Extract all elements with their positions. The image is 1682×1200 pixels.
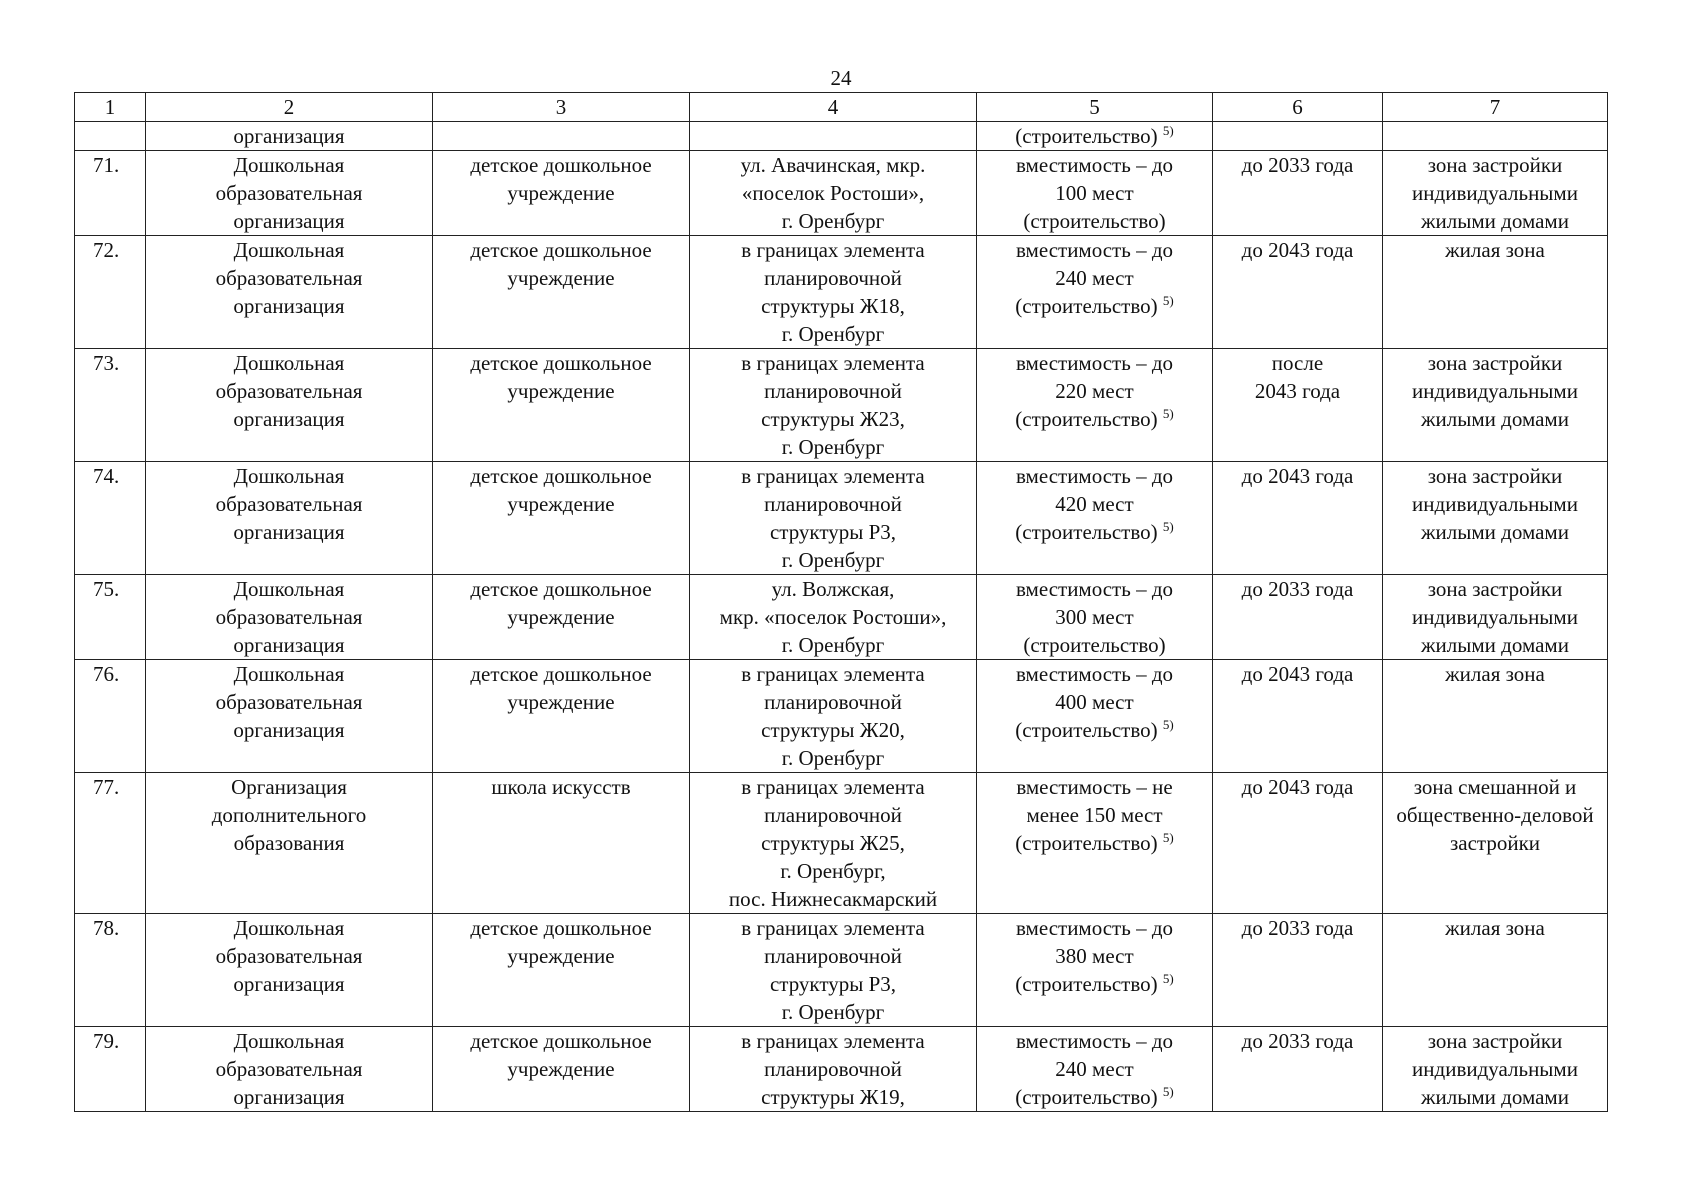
zone-cell — [1383, 462, 1608, 575]
location-line: в границах элемента — [741, 238, 925, 262]
facility-name-cell — [433, 122, 690, 151]
zone-line: жилыми домами — [1421, 1085, 1569, 1109]
location-line: структуры Р3, — [769, 972, 897, 996]
location-line: структуры Ж25, — [761, 831, 905, 855]
zone-line: индивидуальными — [1412, 1057, 1578, 1081]
facility-type-line: Дошкольная — [233, 153, 345, 177]
location-line: структуры Ж19, — [761, 1085, 905, 1109]
facility-type-cell — [146, 773, 433, 914]
facility-name-line: детское дошкольное — [470, 153, 652, 177]
capacity-cell — [977, 914, 1213, 1027]
capacity-cell — [977, 773, 1213, 914]
table-row — [75, 1027, 1608, 1112]
table-row — [75, 151, 1608, 236]
location-line: г. Оренбург — [781, 209, 885, 233]
table-row — [75, 575, 1608, 660]
facility-name-line: школа искусств — [491, 775, 631, 799]
zone-cell — [1383, 151, 1608, 236]
capacity-line: (строительство) $^{5)}$ — [1015, 830, 1174, 855]
facility-type-cell — [146, 1027, 433, 1112]
facility-name-cell — [433, 660, 690, 773]
capacity-line: (строительство) $^{5)}$ — [1015, 971, 1174, 996]
facility-type-line: организация — [233, 209, 345, 233]
capacity-line: 240 мест — [1055, 266, 1134, 290]
location-line: в границах элемента — [741, 464, 925, 488]
facility-name-line: детское дошкольное — [470, 238, 652, 262]
location-line: структуры Ж18, — [761, 294, 905, 318]
row-number: 76. — [75, 660, 146, 773]
facility-name-line: учреждение — [507, 944, 615, 968]
continuation-row — [75, 122, 1608, 151]
location-line: в границах элемента — [741, 775, 925, 799]
facility-type-cell — [146, 151, 433, 236]
facility-type-line: образовательная — [215, 944, 363, 968]
capacity-line: (строительство) $^{5)}$ — [1015, 123, 1174, 148]
zone-line: зона застройки — [1427, 464, 1563, 488]
zone-cell — [1383, 236, 1608, 349]
deadline-line: до 2043 года — [1241, 662, 1354, 686]
capacity-cell — [977, 660, 1213, 773]
facility-type-line: образовательная — [215, 1057, 363, 1081]
deadline-cell — [1213, 122, 1383, 151]
location-line: г. Оренбург — [781, 746, 885, 770]
deadline-cell — [1213, 773, 1383, 914]
footnote-marker: 5) — [1162, 1084, 1174, 1099]
capacity-line: вместимость – до — [1016, 916, 1173, 940]
facility-name-line: учреждение — [507, 1057, 615, 1081]
zone-line: зона смешанной и — [1413, 775, 1577, 799]
facility-type-line: организация — [233, 972, 345, 996]
capacity-line: (строительство) $^{5)}$ — [1015, 519, 1174, 544]
capacity-line: (строительство) $^{5)}$ — [1015, 717, 1174, 742]
capacity-line: вместимость – до — [1016, 153, 1173, 177]
capacity-line: вместимость – не — [1016, 775, 1173, 799]
facility-type-cell — [146, 349, 433, 462]
column-header-7: 7 — [1383, 93, 1608, 122]
location-line: структуры Ж20, — [761, 718, 905, 742]
location-cell — [690, 462, 977, 575]
deadline-line: до 2033 года — [1241, 916, 1354, 940]
zone-line: жилая зона — [1445, 916, 1545, 940]
deadline-line: до 2033 года — [1241, 153, 1354, 177]
location-cell — [690, 122, 977, 151]
capacity-line: вместимость – до — [1016, 351, 1173, 375]
footnote-marker: 5) — [1162, 519, 1174, 534]
deadline-line: до 2043 года — [1241, 775, 1354, 799]
table-row — [75, 236, 1608, 349]
facility-type-line: организация — [233, 633, 345, 657]
facility-type-line: Дошкольная — [233, 916, 345, 940]
deadline-line: 2043 года — [1254, 379, 1341, 403]
capacity-line: вместимость – до — [1016, 577, 1173, 601]
column-header-5: 5 — [977, 93, 1213, 122]
zone-line: застройки — [1449, 831, 1541, 855]
row-number — [75, 122, 146, 151]
location-line: г. Оренбург — [781, 435, 885, 459]
facility-name-cell — [433, 462, 690, 575]
zone-cell — [1383, 122, 1608, 151]
facility-type-line: образовательная — [215, 379, 363, 403]
zone-cell — [1383, 1027, 1608, 1112]
facility-type-line: образовательная — [215, 266, 363, 290]
capacity-line: 300 мест — [1055, 605, 1134, 629]
facility-name-line: детское дошкольное — [470, 464, 652, 488]
location-line: планировочной — [764, 690, 902, 714]
facility-name-line: учреждение — [507, 605, 615, 629]
zone-line: зона застройки — [1427, 577, 1563, 601]
table-body — [75, 122, 1608, 1112]
capacity-line: вместимость – до — [1016, 238, 1173, 262]
facility-type-line: образовательная — [215, 690, 363, 714]
deadline-cell — [1213, 349, 1383, 462]
facility-name-line: учреждение — [507, 690, 615, 714]
footnote-marker: 5) — [1162, 717, 1174, 732]
zone-line: жилыми домами — [1421, 520, 1569, 544]
location-line: г. Оренбург — [781, 548, 885, 572]
location-cell — [690, 236, 977, 349]
facility-type-line: организация — [233, 294, 345, 318]
capacity-line: (строительство) $^{5)}$ — [1015, 293, 1174, 318]
facility-type-cell — [146, 236, 433, 349]
facility-name-cell — [433, 575, 690, 660]
location-line: «поселок Ростоши», — [741, 181, 925, 205]
deadline-cell — [1213, 914, 1383, 1027]
facility-type-line: образовательная — [215, 492, 363, 516]
facility-name-line: детское дошкольное — [470, 662, 652, 686]
facility-type-line: организация — [233, 718, 345, 742]
deadline-cell — [1213, 660, 1383, 773]
deadline-cell — [1213, 462, 1383, 575]
location-line: планировочной — [764, 944, 902, 968]
capacity-line: (строительство) $^{5)}$ — [1015, 406, 1174, 431]
location-line: ул. Волжская, — [771, 577, 895, 601]
zone-line: зона застройки — [1427, 351, 1563, 375]
zone-cell — [1383, 349, 1608, 462]
location-line: мкр. «поселок Ростоши», — [719, 605, 947, 629]
capacity-cell — [977, 462, 1213, 575]
location-cell — [690, 660, 977, 773]
facility-type-line: Дошкольная — [233, 238, 345, 262]
capacity-line: менее 150 мест — [1026, 803, 1163, 827]
location-cell — [690, 151, 977, 236]
deadline-line: до 2033 года — [1241, 1029, 1354, 1053]
table-row — [75, 349, 1608, 462]
facility-name-cell — [433, 914, 690, 1027]
facility-name-cell — [433, 773, 690, 914]
zone-line: индивидуальными — [1412, 492, 1578, 516]
location-cell — [690, 914, 977, 1027]
facility-type-line: организация — [233, 407, 345, 431]
capacity-cell — [977, 575, 1213, 660]
facility-type-line: Дошкольная — [233, 1029, 345, 1053]
row-number: 77. — [75, 773, 146, 914]
deadline-line: после — [1271, 351, 1324, 375]
deadline-cell — [1213, 575, 1383, 660]
row-number: 79. — [75, 1027, 146, 1112]
zone-line: индивидуальными — [1412, 605, 1578, 629]
capacity-line: 380 мест — [1055, 944, 1134, 968]
row-number: 75. — [75, 575, 146, 660]
facility-type-line: дополнительного — [211, 803, 367, 827]
location-cell — [690, 575, 977, 660]
facility-name-line: детское дошкольное — [470, 916, 652, 940]
zone-line: жилая зона — [1445, 662, 1545, 686]
zone-line: зона застройки — [1427, 153, 1563, 177]
location-line: планировочной — [764, 803, 902, 827]
facility-type-line: Организация — [231, 775, 347, 799]
zone-line: жилая зона — [1445, 238, 1545, 262]
facility-type-line: Дошкольная — [233, 351, 345, 375]
row-number: 71. — [75, 151, 146, 236]
facility-type-cell — [146, 914, 433, 1027]
location-line: планировочной — [764, 379, 902, 403]
capacity-cell — [977, 1027, 1213, 1112]
capacity-line: (строительство) — [1023, 209, 1166, 233]
facility-name-line: учреждение — [507, 492, 615, 516]
zone-line: индивидуальными — [1412, 181, 1578, 205]
column-header-3: 3 — [433, 93, 690, 122]
row-number: 74. — [75, 462, 146, 575]
facility-type-cell — [146, 575, 433, 660]
facility-type-cell — [146, 660, 433, 773]
facilities-table — [74, 92, 1608, 1112]
capacity-line: вместимость – до — [1016, 464, 1173, 488]
location-line: планировочной — [764, 1057, 902, 1081]
location-cell — [690, 773, 977, 914]
capacity-line: 400 мест — [1055, 690, 1134, 714]
location-line: в границах элемента — [741, 916, 925, 940]
location-line: в границах элемента — [741, 351, 925, 375]
deadline-line: до 2043 года — [1241, 238, 1354, 262]
facility-type-line: Дошкольная — [233, 577, 345, 601]
facility-name-line: учреждение — [507, 266, 615, 290]
location-line: в границах элемента — [741, 662, 925, 686]
facility-type-line: организация — [233, 520, 345, 544]
facility-type-line: образовательная — [215, 181, 363, 205]
facility-type-line: организация — [233, 124, 345, 148]
location-cell — [690, 1027, 977, 1112]
facility-name-line: учреждение — [507, 181, 615, 205]
capacity-line: 220 мест — [1055, 379, 1134, 403]
footnote-marker: 5) — [1162, 971, 1174, 986]
column-header-1: 1 — [75, 93, 146, 122]
facility-name-cell — [433, 1027, 690, 1112]
capacity-line: вместимость – до — [1016, 1029, 1173, 1053]
facility-name-cell — [433, 236, 690, 349]
location-line: структуры Р3, — [769, 520, 897, 544]
capacity-line: 100 мест — [1055, 181, 1134, 205]
header-row — [75, 93, 1608, 122]
zone-cell — [1383, 773, 1608, 914]
capacity-line: (строительство) $^{5)}$ — [1015, 1084, 1174, 1109]
facility-name-line: детское дошкольное — [470, 351, 652, 375]
zone-line: жилыми домами — [1421, 407, 1569, 431]
location-line: в границах элемента — [741, 1029, 925, 1053]
deadline-cell — [1213, 151, 1383, 236]
deadline-cell — [1213, 1027, 1383, 1112]
facility-type-line: Дошкольная — [233, 464, 345, 488]
facility-type-line: организация — [233, 1085, 345, 1109]
capacity-cell — [977, 349, 1213, 462]
facility-type-line: Дошкольная — [233, 662, 345, 686]
capacity-line: (строительство) — [1023, 633, 1166, 657]
table-row — [75, 773, 1608, 914]
facility-type-cell — [146, 122, 433, 151]
zone-cell — [1383, 660, 1608, 773]
table-row — [75, 462, 1608, 575]
facility-type-cell — [146, 462, 433, 575]
location-line: г. Оренбург — [781, 1000, 885, 1024]
facility-type-line: образования — [233, 831, 345, 855]
footnote-marker: 5) — [1162, 293, 1174, 308]
column-header-6: 6 — [1213, 93, 1383, 122]
zone-line: индивидуальными — [1412, 379, 1578, 403]
zone-line: жилыми домами — [1421, 209, 1569, 233]
table-row — [75, 660, 1608, 773]
deadline-line: до 2033 года — [1241, 577, 1354, 601]
location-line: структуры Ж23, — [761, 407, 905, 431]
table-row — [75, 914, 1608, 1027]
capacity-line: 420 мест — [1055, 492, 1134, 516]
location-line: ул. Авачинская, мкр. — [740, 153, 926, 177]
capacity-cell — [977, 122, 1213, 151]
capacity-cell — [977, 236, 1213, 349]
zone-line: общественно-деловой — [1396, 803, 1594, 827]
zone-line: жилыми домами — [1421, 633, 1569, 657]
footnote-marker: 5) — [1162, 123, 1174, 138]
location-line: г. Оренбург — [781, 322, 885, 346]
zone-cell — [1383, 914, 1608, 1027]
location-line: г. Оренбург, — [780, 859, 886, 883]
location-line: планировочной — [764, 492, 902, 516]
row-number: 78. — [75, 914, 146, 1027]
capacity-line: 240 мест — [1055, 1057, 1134, 1081]
page-number: 24 — [830, 66, 852, 90]
location-line: пос. Нижнесакмарский — [728, 887, 938, 911]
capacity-cell — [977, 151, 1213, 236]
footnote-marker: 5) — [1162, 830, 1174, 845]
facility-name-line: учреждение — [507, 379, 615, 403]
row-number: 73. — [75, 349, 146, 462]
deadline-line: до 2043 года — [1241, 464, 1354, 488]
facility-name-cell — [433, 349, 690, 462]
facility-name-line: детское дошкольное — [470, 577, 652, 601]
deadline-cell — [1213, 236, 1383, 349]
capacity-line: вместимость – до — [1016, 662, 1173, 686]
zone-line: зона застройки — [1427, 1029, 1563, 1053]
facility-name-line: детское дошкольное — [470, 1029, 652, 1053]
facility-type-line: образовательная — [215, 605, 363, 629]
location-cell — [690, 349, 977, 462]
column-header-4: 4 — [690, 93, 977, 122]
footnote-marker: 5) — [1162, 406, 1174, 421]
location-line: планировочной — [764, 266, 902, 290]
row-number: 72. — [75, 236, 146, 349]
location-line: г. Оренбург — [781, 633, 885, 657]
facility-name-cell — [433, 151, 690, 236]
zone-cell — [1383, 575, 1608, 660]
column-header-2: 2 — [146, 93, 433, 122]
